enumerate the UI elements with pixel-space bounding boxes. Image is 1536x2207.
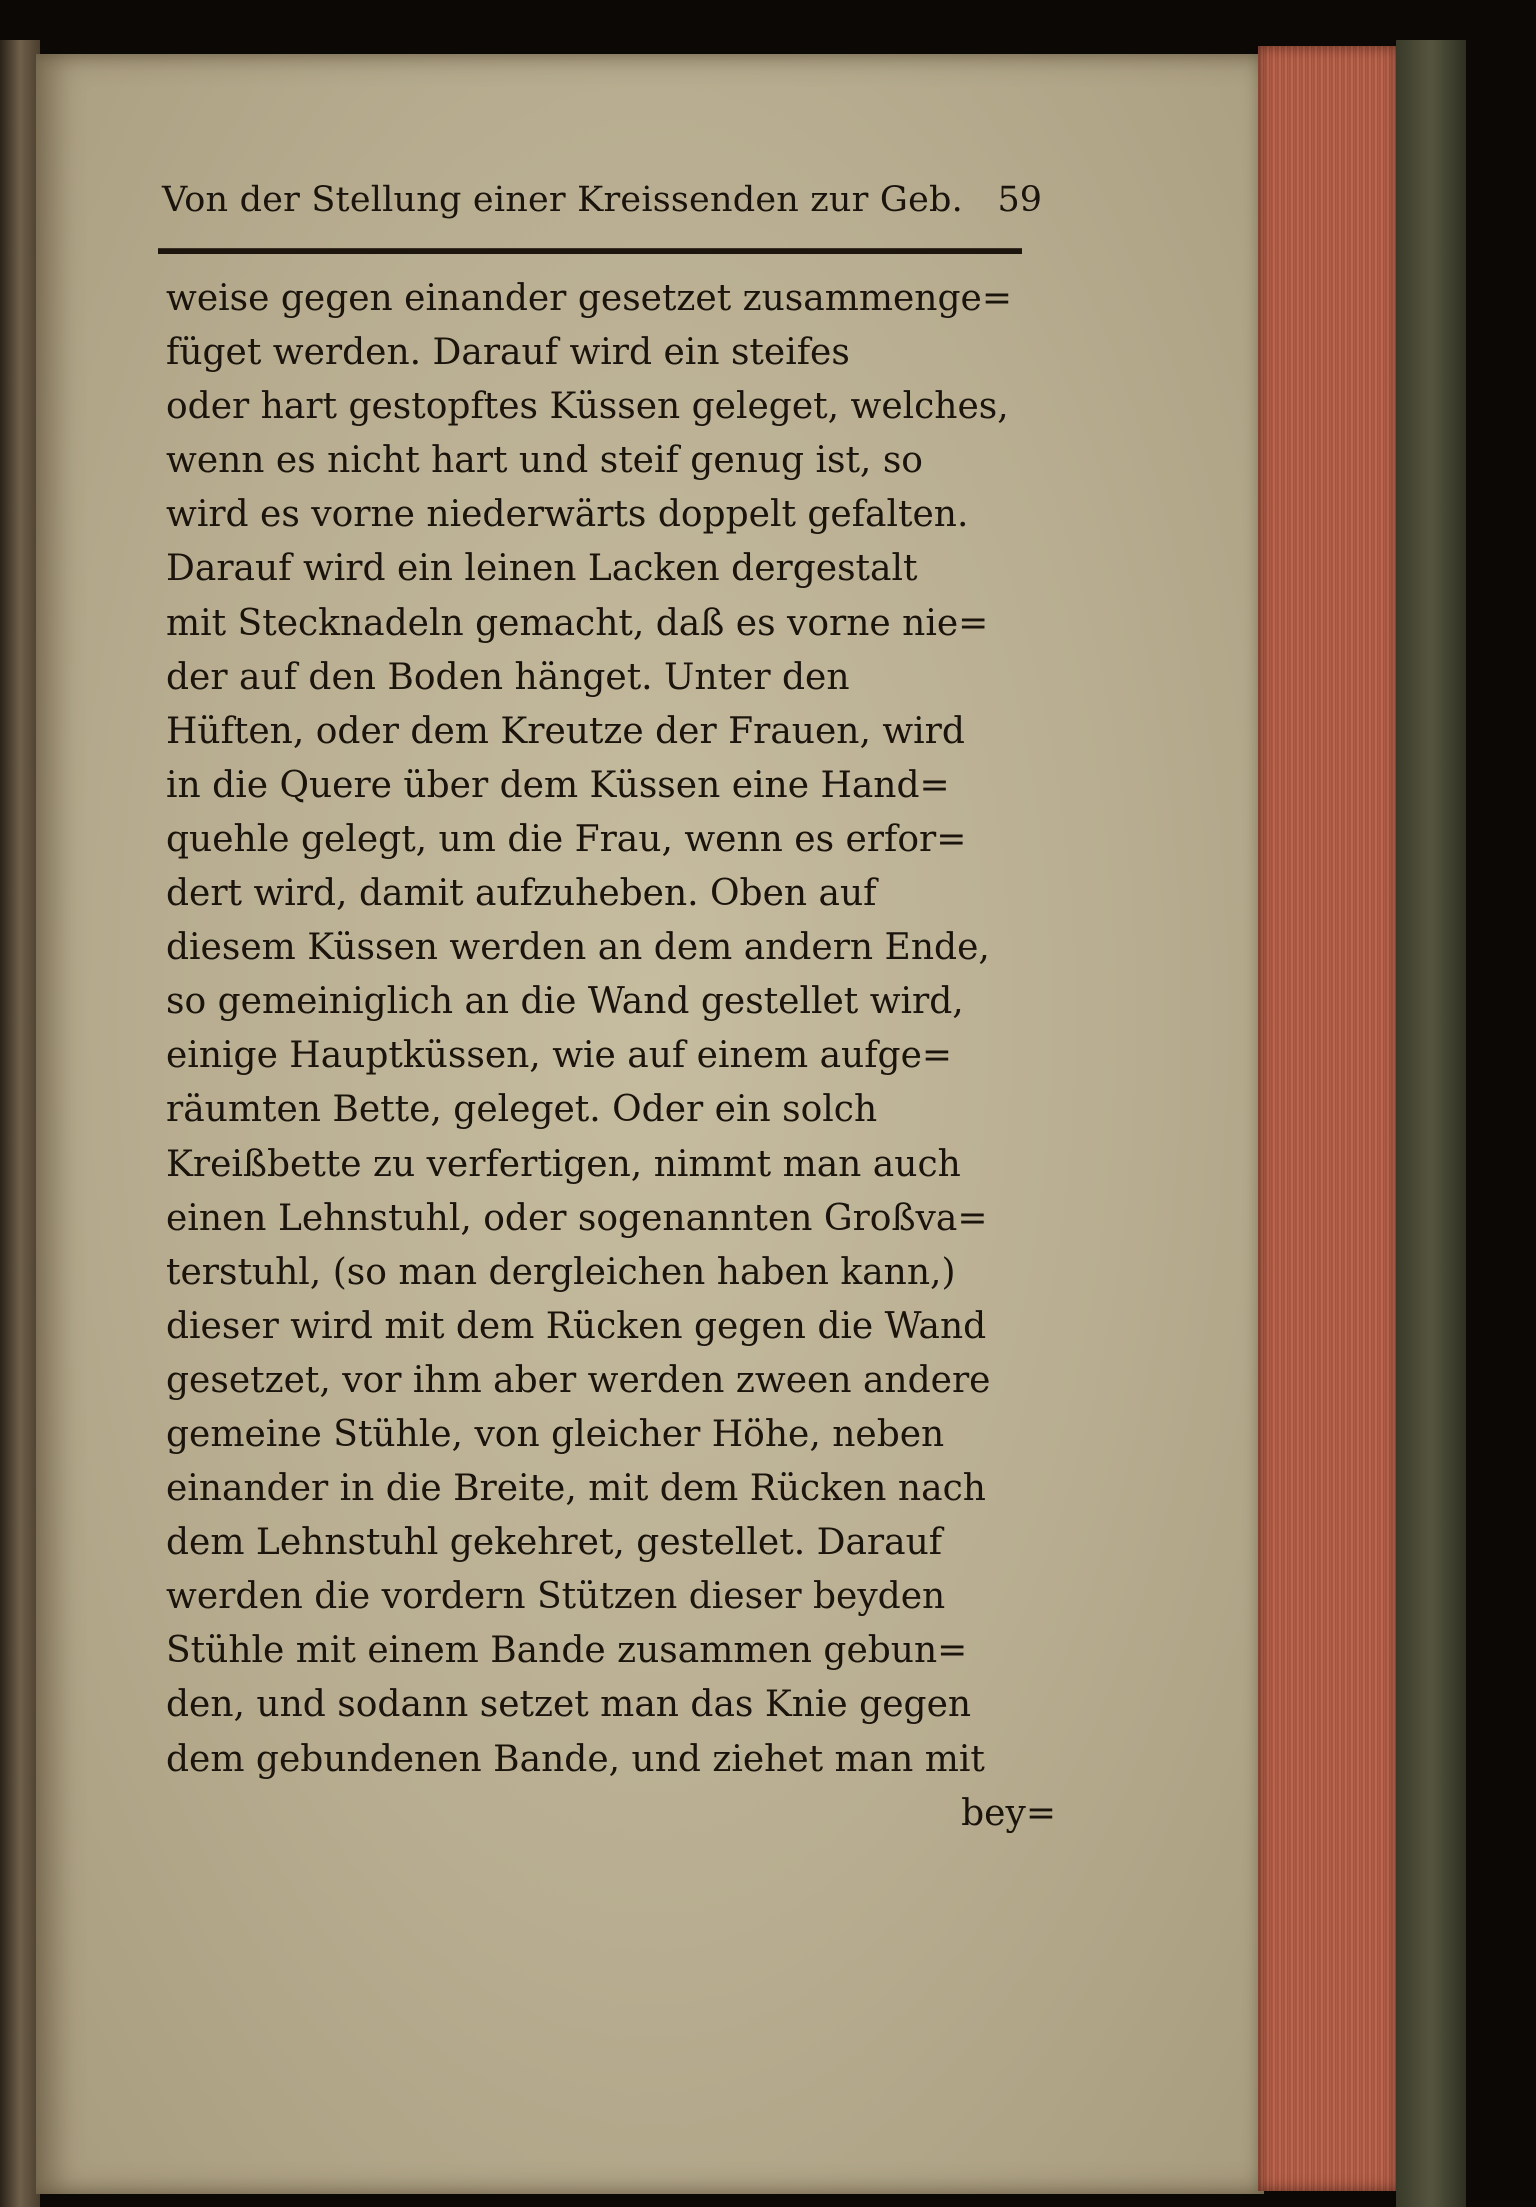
page-header	[162, 178, 1042, 222]
running-title: Von der Stellung einer Kreissenden zur Geb.	[162, 180, 963, 220]
text-line: dert wird, damit aufzuheben. Oben auf	[166, 873, 877, 915]
text-line: Kreißbette zu verfertigen, nimmt man auch	[166, 1143, 961, 1185]
catchword: bey=	[961, 1792, 1056, 1834]
text-line: dem Lehnstuhl gekehret, gestellet. Darauf	[166, 1522, 943, 1564]
red-page-edges	[1258, 46, 1398, 2191]
text-line: der auf den Boden hänget. Unter den	[166, 656, 850, 698]
text-line: so gemeiniglich an die Wand gestellet wird,	[166, 981, 964, 1023]
text-line: wenn es nicht hart und steif genug ist, so	[166, 440, 923, 482]
text-line: weise gegen einander gesetzet zusammenge=	[166, 278, 1012, 319]
left-page-edge	[0, 40, 40, 2207]
text-line: gesetzet, vor ihm aber werden zween andere	[166, 1359, 991, 1401]
page-number: 59	[997, 180, 1042, 220]
text-line: oder hart gestopftes Küssen geleget, welches,	[166, 386, 1009, 428]
text-line: füget werden. Darauf wird ein steifes	[166, 332, 850, 374]
text-line: einen Lehnstuhl, oder sogenannten Großva=	[166, 1197, 988, 1239]
text-line: Hüften, oder dem Kreutze der Frauen, wird	[166, 710, 965, 752]
text-line: in die Quere über dem Küssen eine Hand=	[166, 764, 950, 806]
text-line: quehle gelegt, um die Frau, wenn es erfor=	[166, 818, 967, 860]
body-text	[166, 272, 1066, 1841]
text-line: einander in die Breite, mit dem Rücken nach	[166, 1468, 986, 1510]
text-line: einige Hauptküssen, wie auf einem aufge=	[166, 1035, 953, 1077]
text-line: gemeine Stühle, von gleicher Höhe, neben	[166, 1413, 945, 1455]
text-line: dieser wird mit dem Rücken gegen die Wand	[166, 1305, 987, 1347]
text-line: Stühle mit einem Bande zusammen gebun=	[166, 1630, 968, 1672]
header-rule	[158, 248, 1022, 254]
text-line: räumten Bette, geleget. Oder ein solch	[166, 1089, 878, 1131]
text-line: Darauf wird ein leinen Lacken dergestalt	[166, 548, 918, 590]
text-line: diesem Küssen werden an dem andern Ende,	[166, 927, 990, 969]
text-line: den, und sodann setzet man das Knie gegen	[166, 1684, 972, 1726]
text-line: terstuhl, (so man dergleichen haben kann,)	[166, 1251, 956, 1293]
text-line: mit Stecknadeln gemacht, daß es vorne nie=	[166, 602, 989, 644]
text-line: dem gebundenen Bande, und ziehet man mit	[166, 1738, 985, 1780]
text-line: werden die vordern Stützen dieser beyden	[166, 1576, 946, 1618]
book-cover-edge	[1396, 40, 1466, 2207]
text-line: wird es vorne niederwärts doppelt gefalten.	[166, 494, 969, 536]
